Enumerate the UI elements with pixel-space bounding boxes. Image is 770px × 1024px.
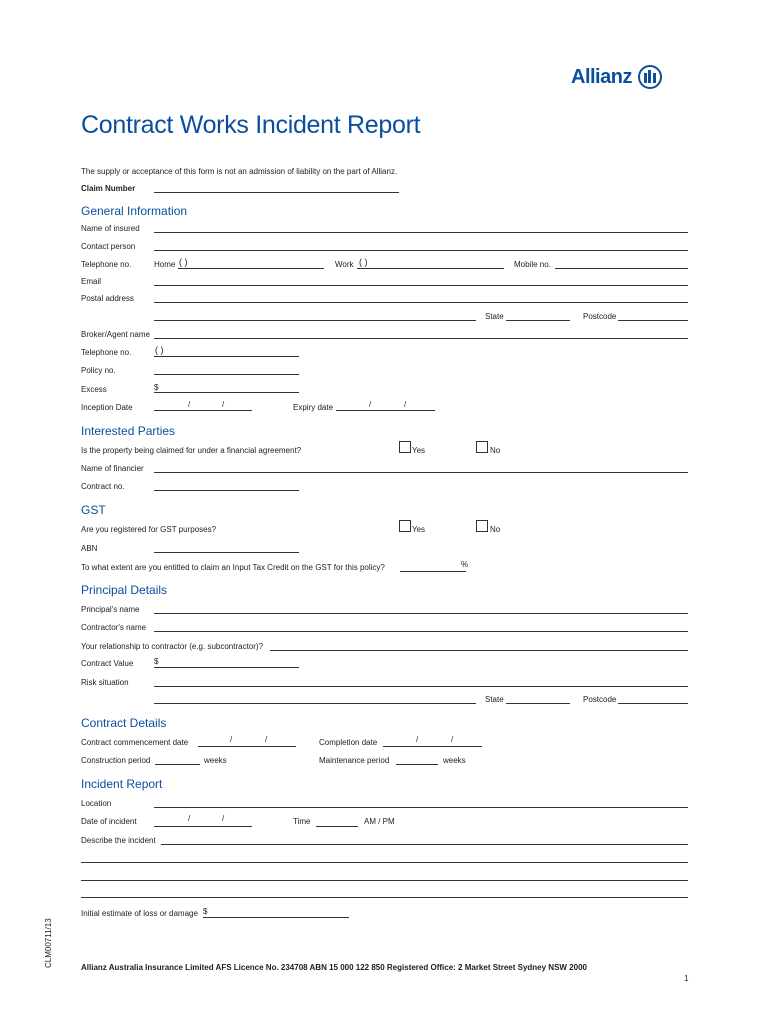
email-field[interactable] [154,285,688,286]
maintenance-period-label: Maintenance period [319,756,390,765]
location-label: Location [81,799,112,808]
itc-question: To what extent are you entitled to claim an Input Tax Credit on the GST for this policy? [81,563,385,572]
relationship-field[interactable] [270,650,688,651]
inception-date-label: Inception Date [81,403,133,412]
section-gst: GST [81,503,106,517]
contract-value-label: Contract Value [81,659,134,668]
maintenance-period-field[interactable] [396,764,438,765]
describe-field-1[interactable] [161,844,688,845]
logo-text: Allianz [571,65,632,88]
broker-field[interactable] [154,338,688,339]
gst-yes-label: Yes [412,525,426,534]
expiry-date-field[interactable] [336,410,435,411]
postal-address-field[interactable] [154,302,688,303]
gst-no-label: No [490,525,501,534]
describe-label: Describe the incident [81,836,156,845]
principal-state-label: State [485,695,504,704]
work-area-code: ( ) [359,257,368,267]
work-label: Work [335,260,354,269]
time-label: Time [293,817,311,826]
principal-postcode-label: Postcode [583,695,617,704]
completion-slash-1: / [416,735,419,744]
expiry-slash-1: / [369,400,372,409]
gst-yes-checkbox[interactable] [399,520,411,532]
construction-period-field[interactable] [155,764,200,765]
home-label: Home [154,260,176,269]
describe-field-2[interactable] [81,862,688,863]
gst-question: Are you registered for GST purposes? [81,525,217,534]
inception-date-field[interactable] [154,410,252,411]
commencement-slash-2: / [265,735,268,744]
contact-person-field[interactable] [154,250,688,251]
principal-name-field[interactable] [154,613,688,614]
principal-postcode-field[interactable] [618,703,688,704]
relationship-label: Your relationship to contractor (e.g. subcontractor)? [81,642,264,651]
construction-weeks: weeks [204,756,227,765]
section-principal-details: Principal Details [81,583,168,597]
section-incident-report: Incident Report [81,777,163,791]
estimate-label: Initial estimate of loss or damage [81,909,198,918]
financier-field[interactable] [154,472,688,473]
incident-date-label: Date of incident [81,817,137,826]
mobile-field[interactable] [555,268,688,269]
excess-field[interactable] [154,392,299,393]
footer-text: Allianz Australia Insurance Limited AFS Licence No. 234708 ABN 15 000 122 850 Registered Office: 2 Market Street Sydney NSW 2000 [81,963,587,972]
risk-situation-field-2[interactable] [154,703,476,704]
excess-dollar: $ [154,383,159,392]
abn-field[interactable] [154,552,299,553]
inception-slash-1: / [188,400,191,409]
allianz-eagle-icon [638,65,662,89]
page-title: Contract Works Incident Report [81,111,421,139]
gst-no-checkbox[interactable] [476,520,488,532]
inception-slash-2: / [222,400,225,409]
policy-no-field[interactable] [154,374,299,375]
financier-label: Name of financier [81,464,144,473]
email-label: Email [81,277,102,286]
contract-value-field[interactable] [154,667,299,668]
page-number: 1 [684,974,689,983]
section-interested-parties: Interested Parties [81,424,176,438]
broker-label: Broker/Agent name [81,330,150,339]
incident-slash-1: / [188,814,191,823]
telephone-label: Telephone no. [81,260,132,269]
completion-slash-2: / [451,735,454,744]
section-general-information: General Information [81,204,188,218]
expiry-date-label: Expiry date [293,403,334,412]
completion-date-field[interactable] [383,746,482,747]
construction-period-label: Construction period [81,756,151,765]
expiry-slash-2: / [404,400,407,409]
financial-yes-label: Yes [412,446,426,455]
broker-area-code: ( ) [155,345,164,355]
commencement-slash-1: / [230,735,233,744]
principal-state-field[interactable] [506,703,570,704]
describe-field-4[interactable] [81,897,688,898]
disclaimer: The supply or acceptance of this form is not an admission of liability on the part of Allianz. [81,167,398,176]
claim-number-label: Claim Number [81,184,136,193]
principal-name-label: Principal's name [81,605,140,614]
home-area-code: ( ) [179,257,188,267]
broker-telephone-label: Telephone no. [81,348,132,357]
excess-label: Excess [81,385,107,394]
work-phone-field[interactable] [357,268,504,269]
ampm-label: AM / PM [364,817,395,826]
postcode-field[interactable] [618,320,688,321]
section-contract-details: Contract Details [81,716,167,730]
contractor-name-label: Contractor's name [81,623,147,632]
incident-slash-2: / [222,814,225,823]
contract-value-dollar: $ [154,657,159,666]
describe-field-3[interactable] [81,880,688,881]
name-insured-field[interactable] [154,232,688,233]
risk-situation-field[interactable] [154,686,688,687]
claim-number-field[interactable] [154,192,399,193]
time-field[interactable] [316,826,358,827]
mobile-label: Mobile no. [514,260,551,269]
home-phone-field[interactable] [178,268,324,269]
policy-no-label: Policy no. [81,366,116,375]
postal-address-label: Postal address [81,294,134,303]
risk-situation-label: Risk situation [81,678,129,687]
postal-address-field-2[interactable] [154,320,476,321]
completion-label: Completion date [319,738,378,747]
name-insured-label: Name of insured [81,224,140,233]
itc-field[interactable] [400,571,466,572]
location-field[interactable] [154,807,688,808]
financial-no-checkbox[interactable] [476,441,488,453]
state-label: State [485,312,504,321]
allianz-logo [571,62,662,92]
contractor-name-field[interactable] [154,631,688,632]
postcode-label: Postcode [583,312,617,321]
estimate-dollar: $ [203,907,208,916]
broker-telephone-field[interactable] [154,356,299,357]
financial-yes-checkbox[interactable] [399,441,411,453]
estimate-field[interactable] [203,917,349,918]
financial-no-label: No [490,446,501,455]
commencement-label: Contract commencement date [81,738,189,747]
form-code: CLM00711/13 [44,918,53,968]
incident-date-field[interactable] [154,826,252,827]
maintenance-weeks: weeks [443,756,466,765]
state-field[interactable] [506,320,570,321]
contract-no-field[interactable] [154,490,299,491]
commencement-date-field[interactable] [198,746,296,747]
contact-person-label: Contact person [81,242,136,251]
financial-agreement-question: Is the property being claimed for under a financial agreement? [81,446,302,455]
contract-no-label: Contract no. [81,482,125,491]
itc-percent: % [461,560,469,569]
abn-label: ABN [81,544,98,553]
